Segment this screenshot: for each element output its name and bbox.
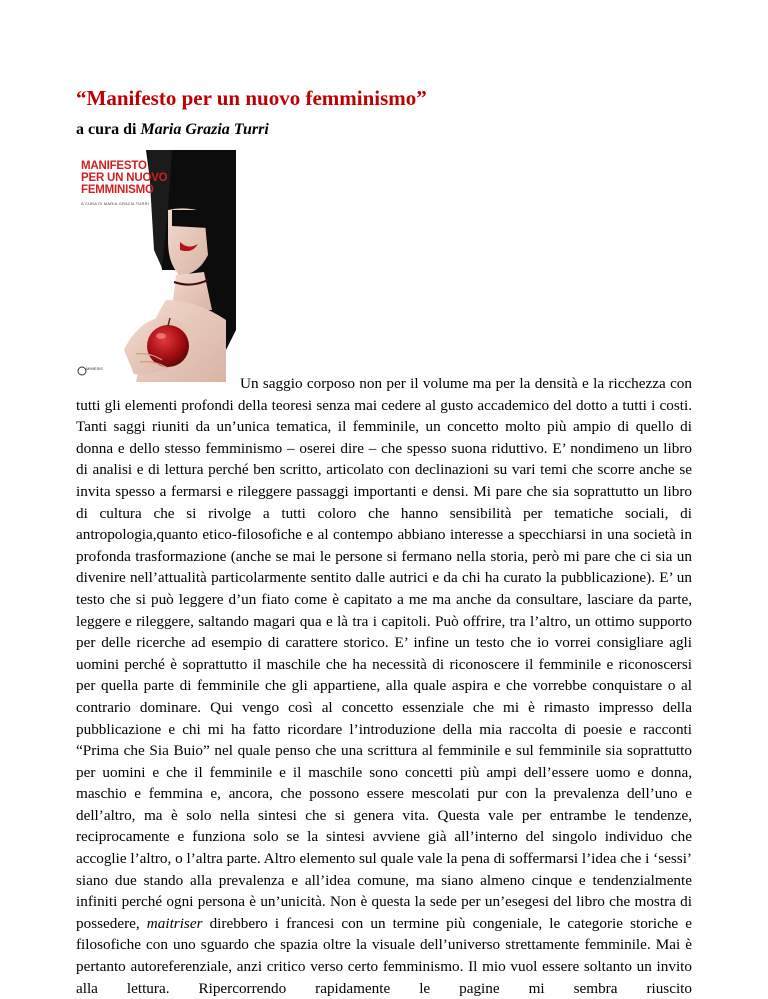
cover-title-line: MANIFESTO xyxy=(81,160,147,172)
body-text xyxy=(76,373,692,999)
cover-title-line: PER UN NUOVO xyxy=(81,172,168,184)
cover-title-line: FEMMINISMO xyxy=(81,184,154,196)
body-italic-word: maitriser xyxy=(146,914,203,932)
cover-publisher: MIMESIS xyxy=(86,366,103,371)
byline-author: Maria Grazia Turri xyxy=(140,121,269,138)
cover-title xyxy=(81,160,167,196)
cover-subtitle: A CURA DI MARIA GRAZIA TURRI xyxy=(81,201,149,206)
byline-prefix: a cura di xyxy=(76,121,141,138)
byline xyxy=(76,121,269,139)
body-part-1: Un saggio corposo non per il volume ma per la densità e la ricchezza con tutti gli elementi profondi della teoresi senza mai cedere al gusto accademico del dotto a tutti i costi. Tanti saggi riuniti da un’unica tematica, il femminile, un concetto molto più ampio di quello di donna e dello stesso femminismo – oserei dire – che spesso suona riduttivo. E’ nondimeno un libro di analisi e di lettura perché ben scritto, articolato con declinazioni su vari temi che scorre anche se invita spesso a fermarsi e rileggere passaggi importanti e densi. Mi pare che sia soprattutto un libro di cultura che si rivolge a tutti coloro che hanno sensibilità per tematiche sociali, di antropologia,quanto etico-filosofiche e al contempo abbiano interesse a specchiarsi in una società in profonda trasformazione (anche se mai le persone si fermano nella storia, però mi pare che ci sia un divenire nell’attualità particolarmente sentito dalle autrici e da chi ha curato la pubblicazione). E’ un testo che si può leggere d’un fiato come è capitato a me ma anche da consultare, lasciare da parte, leggere e rileggere, saltando magari qua e là tra i capitoli. Può offrire, tra l’altro, un ottimo supporto per delle ricerche ad esempio di carattere storico. E’ infine un testo che io vorrei consigliare agli uomini perché è soprattutto il maschile che ha necessità di riconoscere il femminile e riconoscersi per quella parte di femminile che gli appartiene, alla quale aspira e che vorrebbe conquistare o al contrario dominare. Qui vengo così al concetto essenziale che mi è rimasto impresso della pubblicazione e chi mi ha fatto ricordare l’introduzione della mia raccolta di poesie e racconti “Prima che Sia Buio” nel quale penso che una scrittura al femminile e sul femminile sia soprattutto per uomini e che il femminile e il maschile sono concetti più ampi dell’essere uomo e donna, maschio e femmina e, ancora, che possono essere mescolati pur con la prevalenza dell’uno e dell’altro, ma è solo nella sintesi che si genera vita. Questa vale per entrambe le tendenze, reciprocamente e funziona solo se la sintesi avviene già all’interno del singolo individuo che accoglie l’altro, o l’altra parte. Altro elemento sul quale vale la pena di soffermarsi l’idea che i ‘sessi’ siano due stando alla prevalenza e all’idea comune, ma siano almeno cinque e tendenzialmente infiniti perché ogni persona è un’unicità. Non è questa la sede per un’esegesi del libro che mostra di possedere, xyxy=(76,375,692,932)
page-title: “Manifesto per un nuovo femminismo” xyxy=(76,86,427,110)
book-cover-image xyxy=(76,150,236,382)
body-part-2: direbbero i francesi con un termine più congeniale, le categorie storiche e filosofiche con uno sguardo che spazia oltre la visuale dell’universo strettamente femminile. Mai è pertanto autoreferenziale, anzi critico verso certo femminismo. Il mio vuol essere soltanto un invito alla lettura. Ripercorrendo rapidamente le pagine mi sembra riuscito xyxy=(76,914,692,997)
